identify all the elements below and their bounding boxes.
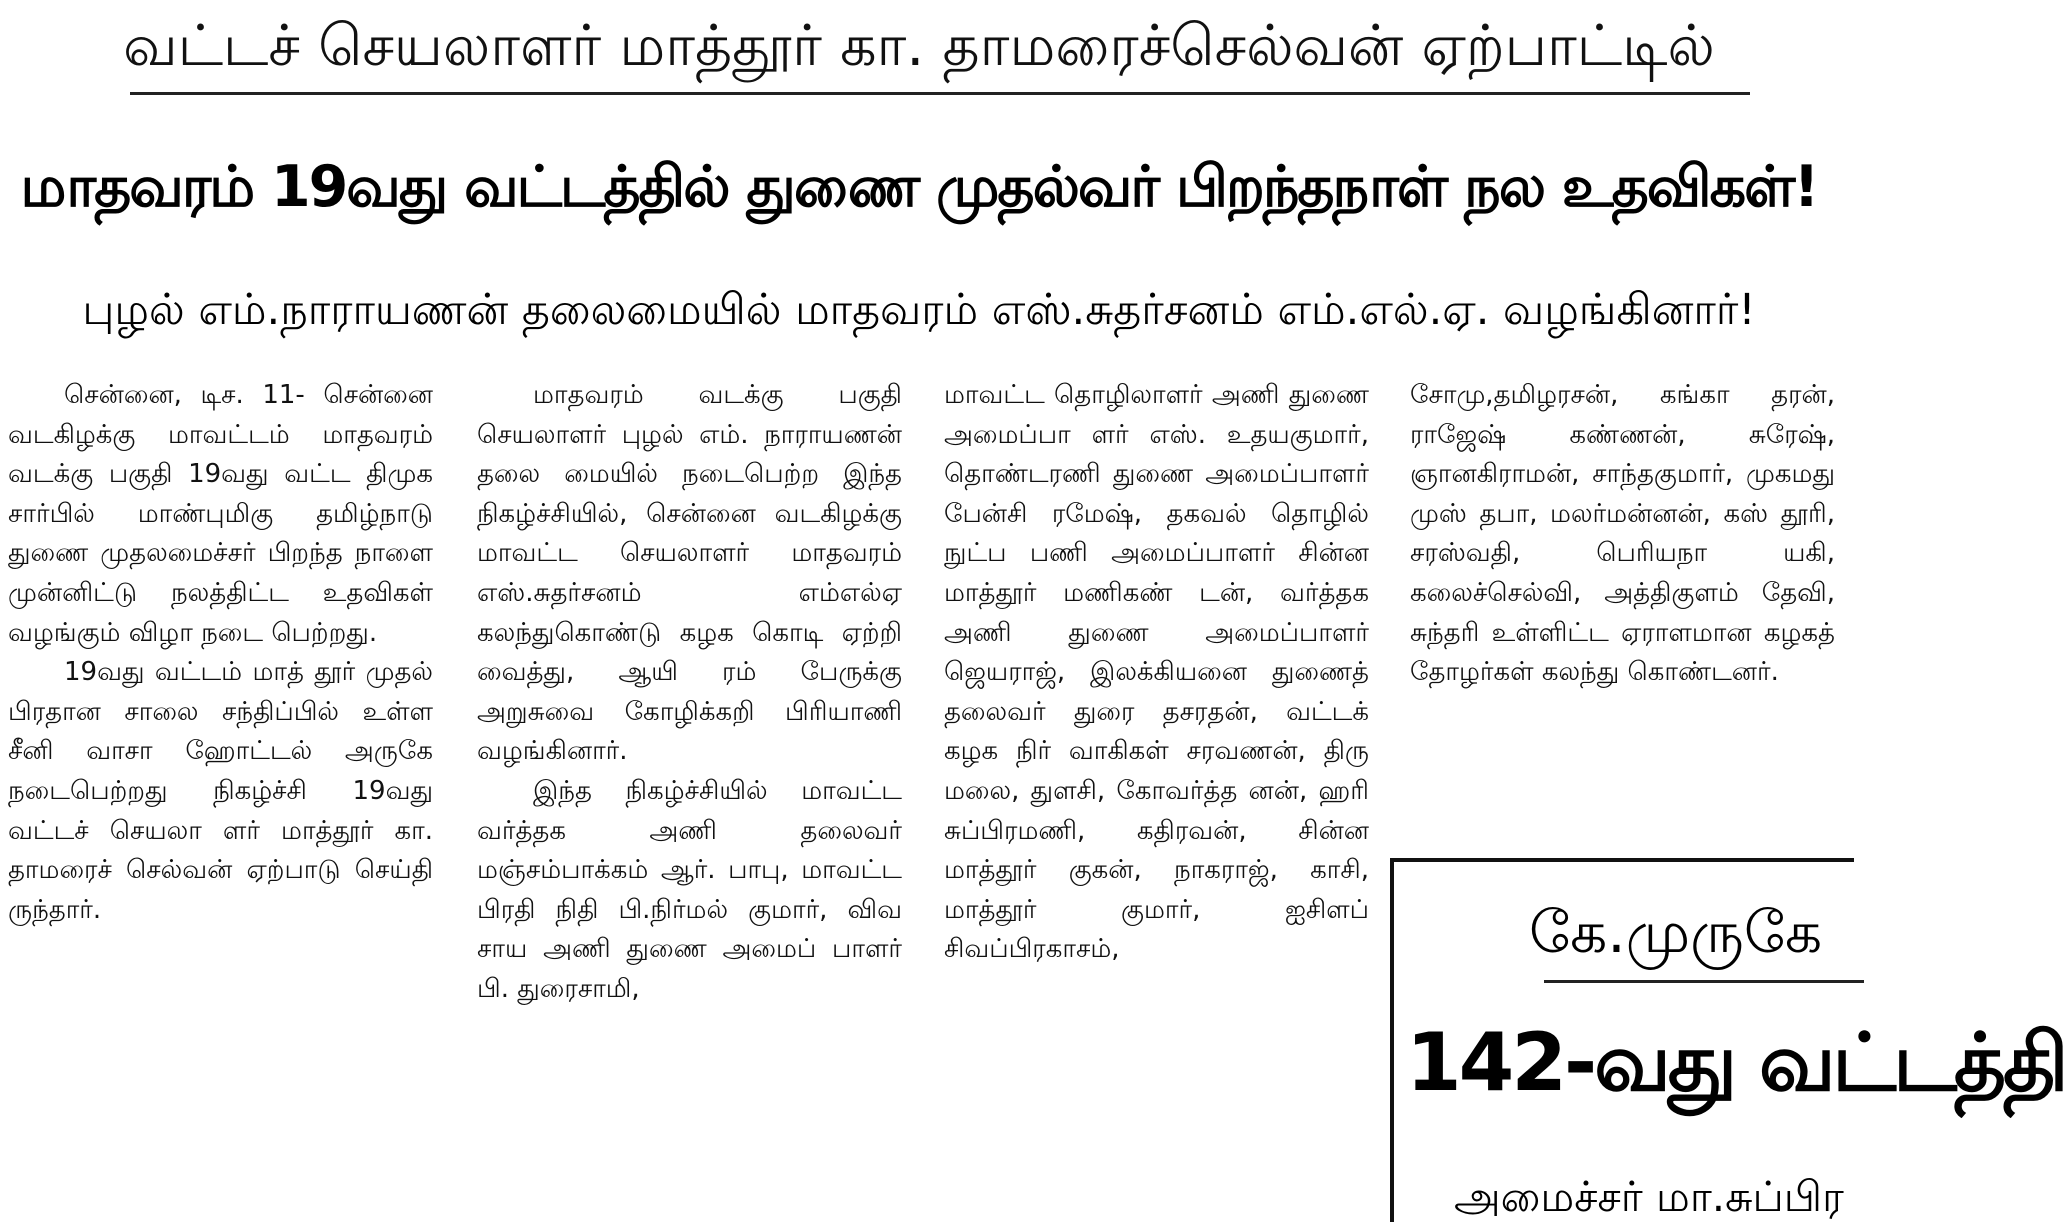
body-paragraph: 19வது வட்டம் மாத் தூர் முதல் பிரதான சாலை சந்திப்பில் உள்ள சீனி வாசா ஹோட்டல் அருகே நடைபெற்றது நிகழ்ச்சி 19வது வட்டச் செயலா ளர் மாத்தூர் கா. தாமரைச் செல்வன் ஏற்பாடு செய்தி ருந்தார். [8, 657, 433, 925]
sidebar-article-box [1390, 858, 2066, 1222]
kicker-text: வட்டச் செயலாளர் மாத்தூர் கா. தாமரைச்செல்வன் ஏற்பாட்டில் [123, 12, 1715, 79]
body-column-2 [477, 376, 902, 1196]
kicker-rule [130, 92, 1750, 95]
body-column-3 [944, 376, 1369, 1196]
subheadline-text: புழல் எம்.நாராயணன் தலைமையில் மாதவரம் எஸ்.சுதர்சனம் எம்.எல்.ஏ. வழங்கினார்! [82, 284, 1756, 335]
article-kicker [0, 0, 1838, 92]
sidebar-name-line: கே.முருகே [1529, 898, 1823, 966]
headline-text: மாதவரம் 19வது வட்டத்தில் துணை முதல்வர் பிறந்தநாள் நல உதவிகள்! [20, 153, 1818, 220]
body-paragraph: மாவட்ட தொழிலாளர் அணி துணை அமைப்பா ளர் எஸ். உதயகுமார், தொண்டரணி துணை அமைப்பாளர் பேன்சி ரமேஷ், தகவல் தொழில் நுட்ப பணி அமைப்பாளர் சின்ன மாத்தூர் மணிகண் டன், வர்த்தக அணி துணை அமைப்பாளர் ஜெயராஜ், இலக்கியனை துணைத் தலைவர் துரை தசரதன், வட்டக் கழக நிர் வாகிகள் சரவணன், திரு மலை, துளசி, கோவர்த்த னன், ஹரி சுப்பிரமணி, கதிரவன், சின்ன மாத்தூர் குகன், நாகராஜ், காசி, மாத்தூர் குமார், ஐசிளப் சிவப்பிரகாசம், [944, 380, 1369, 965]
body-paragraph: சென்னை, டிச. 11- சென்னை வடகிழக்கு மாவட்டம் மாதவரம் வடக்கு பகுதி 19வது வட்ட திமுக சார்பில் மாண்புமிகு தமிழ்நாடு துணை முதலமைச்சர் பிறந்த நாளை முன்னிட்டு நலத்திட்ட உதவிகள் வழங்கும் விழா நடை பெற்றது. [8, 380, 433, 648]
article-headline [0, 112, 1838, 262]
body-paragraph: இந்த நிகழ்ச்சியில் மாவட்ட வர்த்தக அணி தலைவர் மஞ்சம்பாக்கம் ஆர். பாபு, மாவட்ட பிரதி நிதி பி.நிர்மல் குமார், விவ சாய அணி துணை அமைப் பாளர் பி. துரைசாமி, [477, 775, 902, 1004]
sidebar-headline: 142-வது வட்டத்தி [1406, 1016, 2066, 1109]
body-column-4 [1410, 376, 1835, 826]
sidebar-rule [1544, 980, 1864, 983]
body-paragraph: சோமு,தமிழரசன், கங்கா தரன், ராஜேஷ் கண்ணன், சுரேஷ், ஞானகிராமன், சாந்தகுமார், முகமது முஸ் தபா, மலர்மன்னன், கஸ் தூரி, சரஸ்வதி, பெரியநா யகி, கலைச்செல்வி, அத்திகுளம் தேவி, சுந்தரி உள்ளிட்ட ஏராளமான கழகத் தோழர்கள் கலந்து கொண்டனர். [1410, 380, 1835, 688]
body-column-1 [8, 376, 433, 1196]
body-paragraph: மாதவரம் வடக்கு பகுதி செயலாளர் புழல் எம். நாராயணன் தலை மையில் நடைபெற்ற இந்த நிகழ்ச்சியில், சென்னை வடகிழக்கு மாவட்ட செயலாளர் மாதவரம் எஸ்.சுதர்சனம் எம்எல்ஏ கலந்துகொண்டு கழக கொடி ஏற்றி வைத்து, ஆயி ரம் பேருக்கு அறுசுவை கோழிக்கறி பிரியாணி வழங்கினார். [477, 380, 902, 767]
sidebar-subline: அமைச்சர் மா.சுப்பிர [1454, 1172, 1844, 1221]
article-subheadline [0, 268, 1838, 352]
